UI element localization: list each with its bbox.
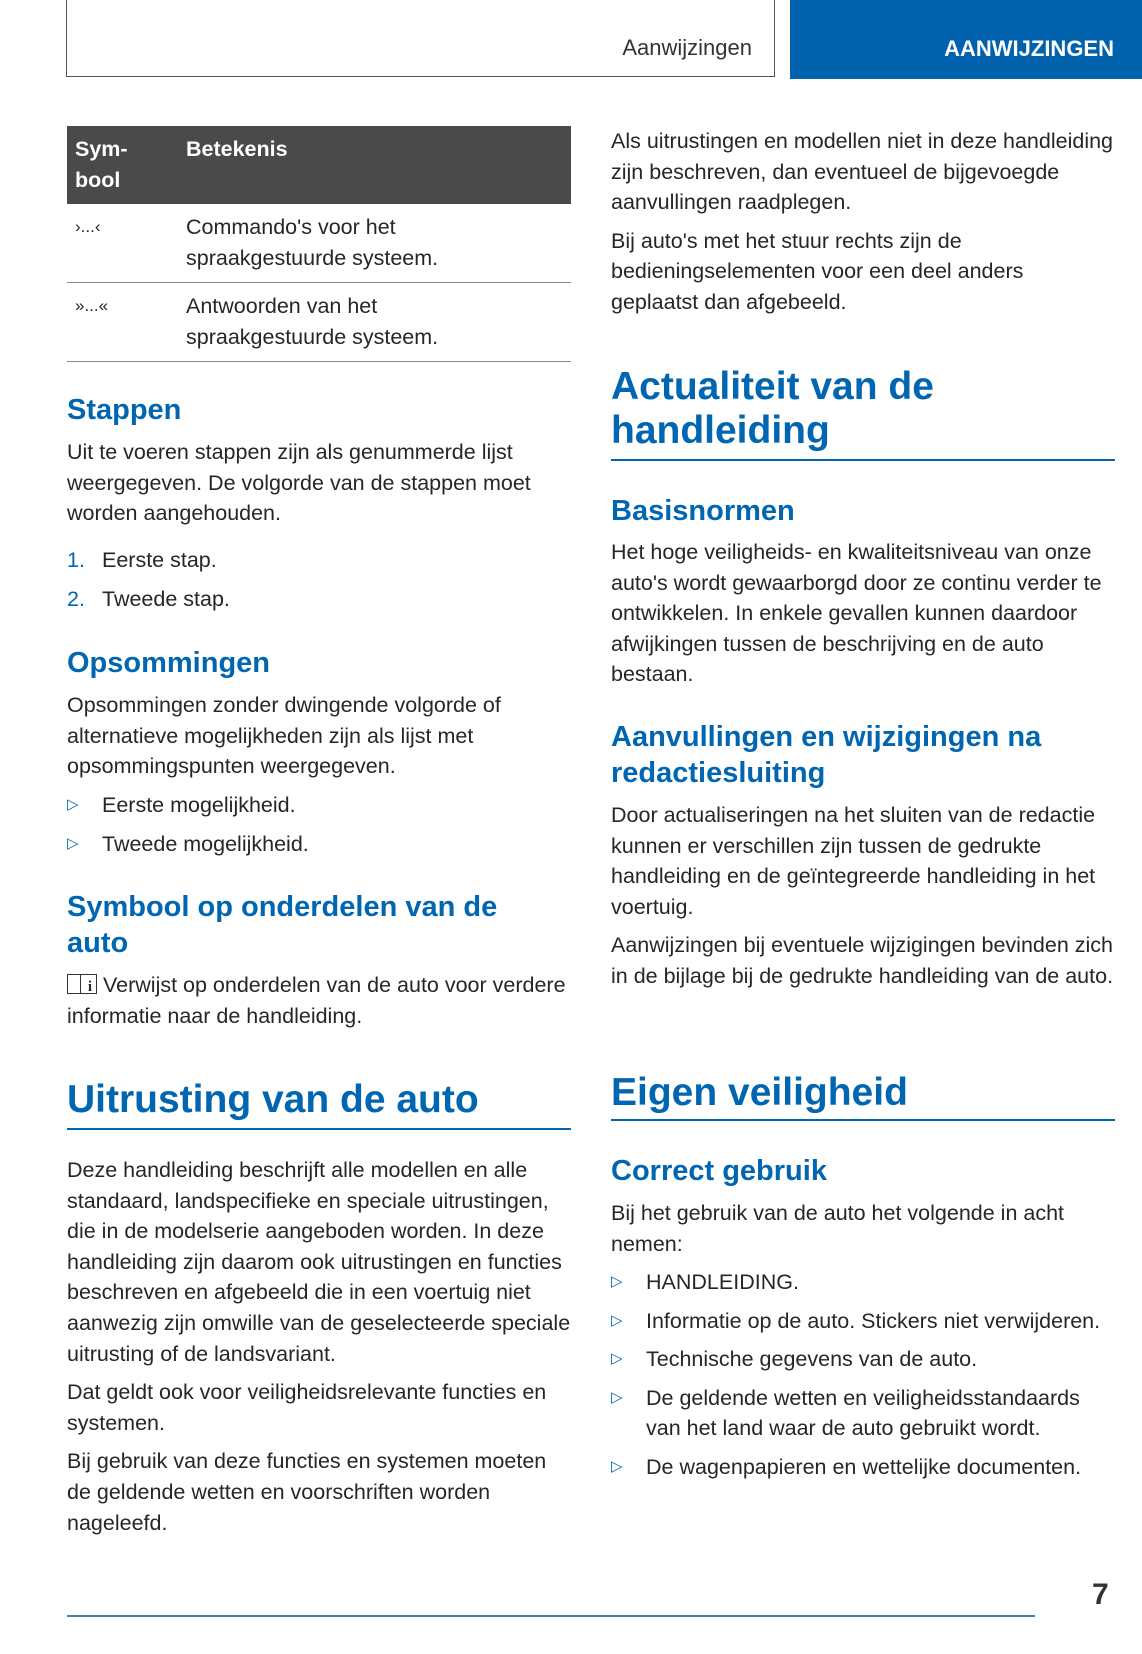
list-item-label: Technische gegevens van de auto. — [646, 1347, 978, 1372]
heading-rule — [67, 1128, 571, 1130]
header-symbol-line: bool — [75, 167, 121, 192]
correct-text: Bij het gebruik van de auto het volgende in acht nemen: — [611, 1201, 1065, 1256]
page-number: 7 — [1092, 1578, 1109, 1611]
basisnormen-text: Het hoge veiligheids- en kwaliteitsniveau van onze auto's wordt gewaarborgd door ze continu verder te ontwikkelen. In enkele gevallen kunnen daardoor afwijkingen tussen de beschrijving en de auto bestaan. — [611, 540, 1102, 687]
heading-actualiteit: Actualiteit van de handleiding — [611, 365, 934, 452]
bullet-list — [67, 790, 571, 859]
correct-bullet-list — [611, 1267, 1115, 1483]
triangle-bullet-icon: ▷ — [611, 1457, 623, 1475]
list-item-label: HANDLEIDING. — [646, 1270, 799, 1294]
list-item — [67, 829, 571, 860]
triangle-bullet-icon: ▷ — [67, 834, 79, 852]
row-symbol: ›...‹ — [75, 217, 101, 236]
list-item-label: Tweede stap. — [102, 586, 230, 611]
list-item-label: Tweede mogelijkheid. — [102, 831, 309, 856]
row-meaning: Antwoorden van het spraakgestuurde systeem. — [186, 294, 439, 349]
triangle-bullet-icon: ▷ — [611, 1311, 623, 1329]
table-header — [67, 126, 571, 204]
heading-aanvullingen: Aanvullingen en wijzigingen na redactiesluiting — [611, 721, 1042, 789]
book-info-icon: i — [67, 974, 97, 994]
list-item — [67, 545, 571, 576]
triangle-bullet-icon: ▷ — [611, 1388, 623, 1406]
paragraph: Bij auto's met het stuur rechts zijn de bedieningselementen voor een deel anders geplaatst dan afgebeeld. — [611, 228, 1024, 314]
paragraph: Dat geldt ook voor veiligheidsrelevante functies en systemen. — [67, 1380, 547, 1435]
numbered-list — [67, 545, 571, 614]
symbol-table — [67, 126, 571, 362]
table-row — [67, 204, 571, 283]
list-item-label: Eerste mogelijkheid. — [102, 793, 296, 817]
list-item-label: De wagenpapieren en wettelijke documenten. — [646, 1454, 1082, 1479]
list-item — [611, 1306, 1115, 1337]
paragraph: Aanwijzingen bij eventuele wijzigingen bevinden zich in de bijlage bij de gedrukte handleiding van de auto. — [611, 933, 1114, 988]
list-item — [611, 1383, 1115, 1444]
symbool-text-label: Verwijst op onderdelen van de auto voor verdere informatie naar de handleiding. — [67, 973, 566, 1028]
header-box — [66, 0, 775, 77]
heading-correct-gebruik: Correct gebruik — [611, 1155, 827, 1187]
heading-rule — [611, 1119, 1115, 1121]
paragraph: Als uitrustingen en modellen niet in deze handleiding zijn beschreven, dan eventueel de bijgevoegde aanvullingen raadplegen. — [611, 129, 1114, 215]
opsommingen-text: Opsommingen zonder dwingende volgorde of alternatieve mogelijkheden zijn als lijst met opsommingspunten weergegeven. — [67, 693, 501, 779]
paragraph: Bij gebruik van deze functies en systemen moeten de geldende wetten en voorschriften worden nageleefd. — [67, 1449, 547, 1535]
aanvullingen-body — [611, 800, 1115, 992]
list-item — [67, 584, 571, 615]
heading-rule — [611, 459, 1115, 461]
paragraph: Deze handleiding beschrijft alle modellen en alle standaard, landspecifieke en speciale uitrustingen, die in de modelserie aangeboden worden. In deze handleiding zijn daarom ook uitrustingen en functies beschreven en afgebeeld die in een voertuig niet aanwezig zijn omwille van de geselecteerde speciale uitrusting of de landsvariant. — [67, 1158, 571, 1366]
paragraph: Door actualiseringen na het sluiten van de redactie kunnen er verschillen zijn tussen de gedrukte handleiding en de geïntegreerde handleiding in het voertuig. — [611, 803, 1096, 919]
stappen-text: Uit te voeren stappen zijn als genummerde lijst weergegeven. De volgorde van de stappen moet worden aangehouden. — [67, 440, 531, 526]
heading-basisnormen: Basisnormen — [611, 495, 795, 527]
triangle-bullet-icon: ▷ — [611, 1273, 623, 1290]
list-number: 1. — [67, 548, 85, 572]
header-symbol — [75, 134, 128, 195]
list-number: 2. — [67, 586, 85, 611]
header-section-label: Aanwijzingen — [622, 35, 752, 61]
list-item-label: Eerste stap. — [102, 548, 217, 572]
header-meaning: Betekenis — [186, 137, 288, 161]
table-row — [67, 283, 571, 362]
footer-rule — [67, 1615, 1035, 1617]
row-symbol: »...« — [75, 296, 109, 315]
triangle-bullet-icon: ▷ — [611, 1350, 623, 1368]
chapter-tab-label: AANWIJZINGEN — [944, 36, 1114, 62]
list-item — [611, 1452, 1115, 1483]
header-chapter-tab — [790, 0, 1142, 79]
row-meaning: Commando's voor het spraakgestuurde systeem. — [186, 215, 439, 270]
list-item — [67, 790, 571, 821]
heading-symbool: Symbool op onderdelen van de auto — [67, 891, 498, 959]
heading-uitrusting: Uitrusting van de auto — [67, 1078, 479, 1121]
triangle-bullet-icon: ▷ — [67, 796, 79, 813]
list-item-label: Informatie op de auto. Stickers niet verwijderen. — [646, 1308, 1101, 1333]
heading-opsommingen: Opsommingen — [67, 647, 271, 679]
heading-eigen-veiligheid: Eigen veiligheid — [611, 1071, 908, 1114]
list-item — [611, 1344, 1115, 1375]
intro-right — [611, 126, 1115, 318]
header-symbol-line: Sym- — [75, 137, 128, 161]
uitrusting-body — [67, 1155, 571, 1538]
list-item — [611, 1267, 1115, 1298]
heading-stappen: Stappen — [67, 394, 182, 426]
symbool-text — [67, 970, 571, 1031]
list-item-label: De geldende wetten en veiligheidsstandaards van het land waar de auto gebruikt wordt. — [646, 1385, 1080, 1441]
